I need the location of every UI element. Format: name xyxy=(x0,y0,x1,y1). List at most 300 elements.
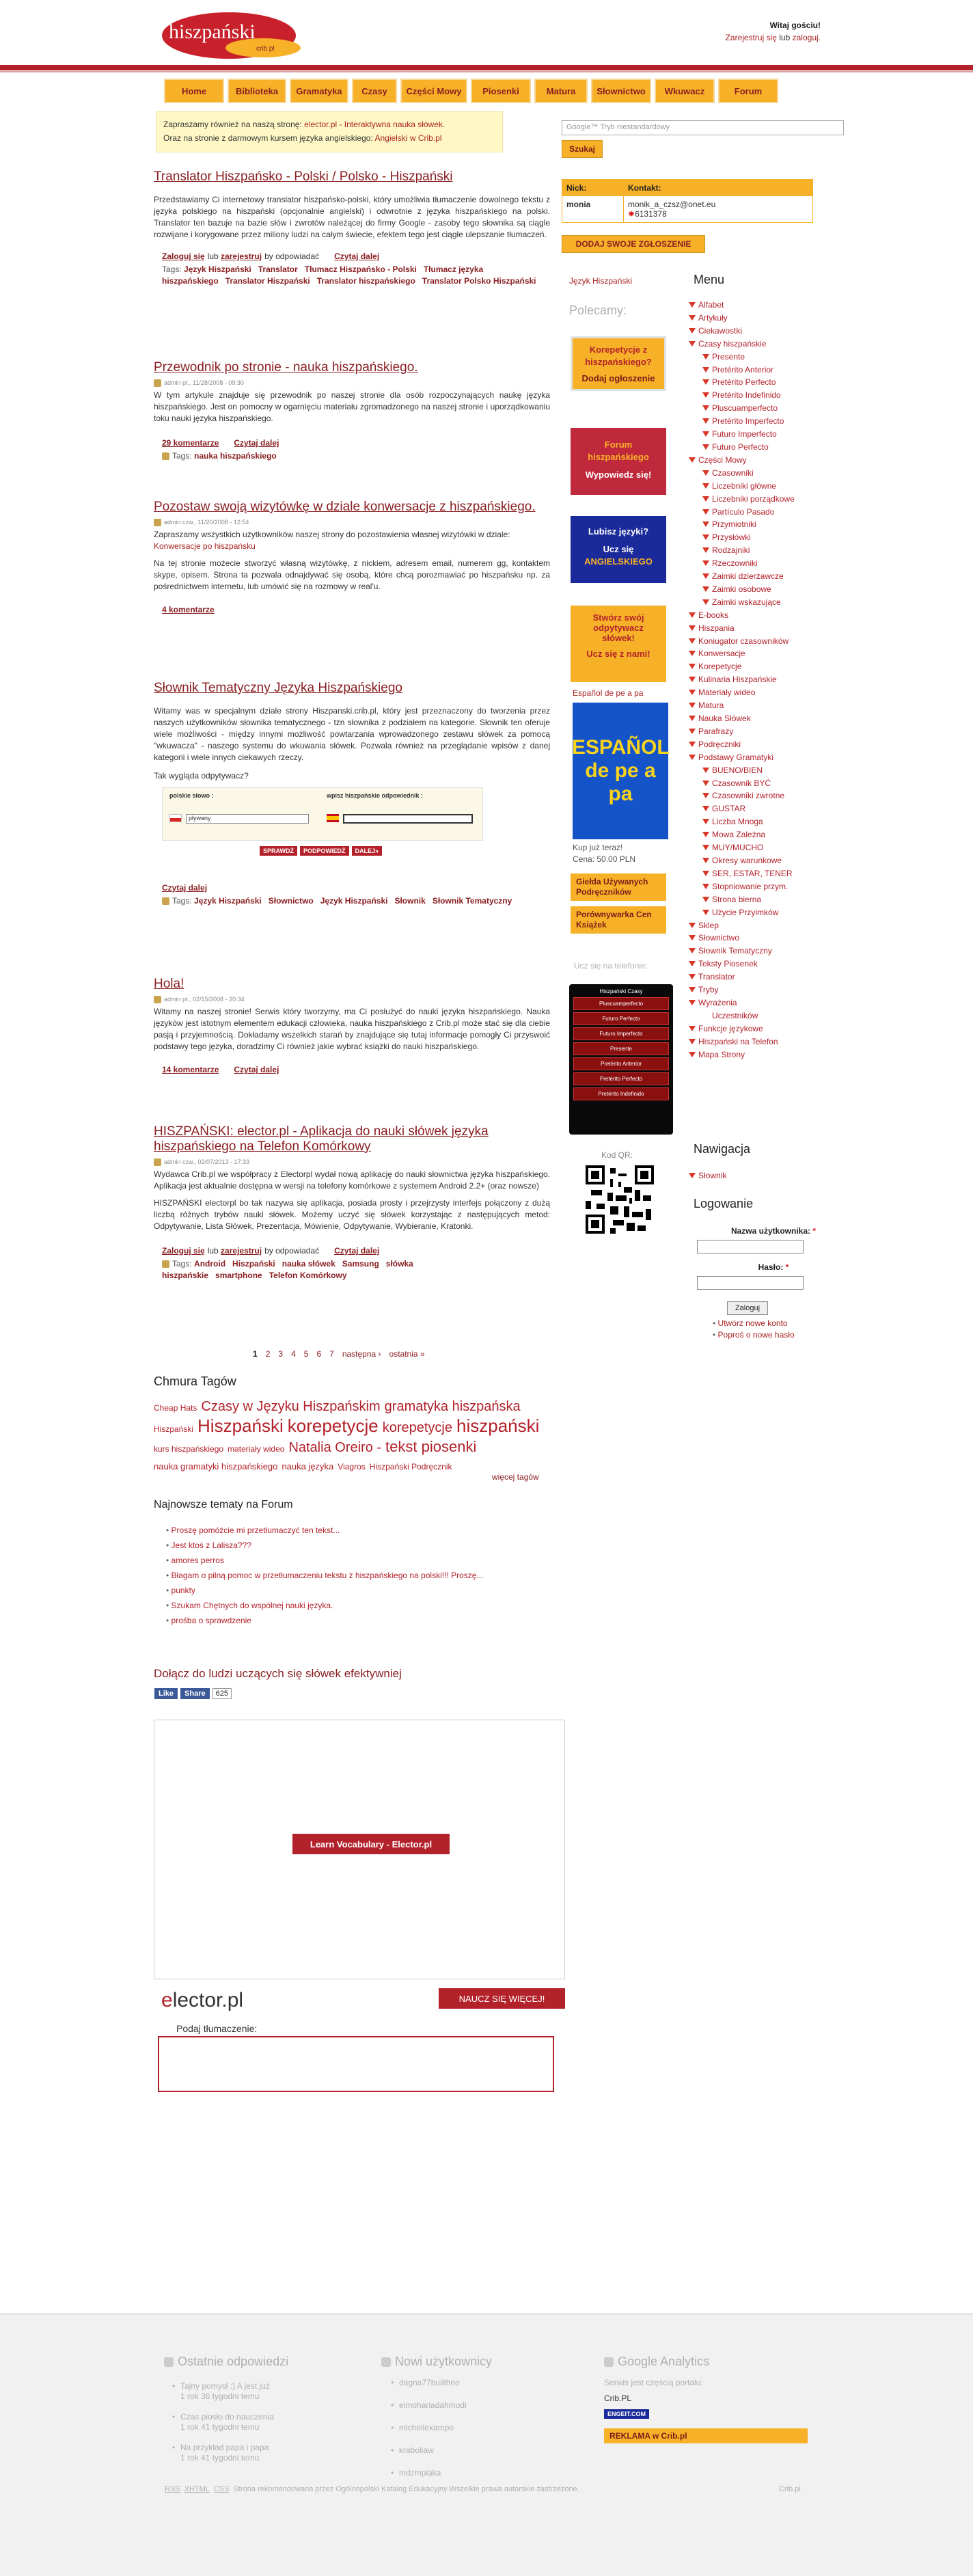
menu-item[interactable]: Nauka Słówek xyxy=(689,712,819,725)
password-input[interactable] xyxy=(697,1276,804,1290)
new-user-link[interactable]: mdzmplaka xyxy=(399,2468,441,2478)
menu-item[interactable]: Mowa Zależna xyxy=(689,828,819,841)
book-price: Cena: 50.00 PLN xyxy=(573,854,636,864)
cloud-tag[interactable]: kurs hiszpańskiego xyxy=(154,1444,224,1454)
password-label: Hasło: * xyxy=(758,1262,789,1272)
menu-item[interactable]: E-books xyxy=(689,609,819,622)
forum-item[interactable]: • Błagam o pilną pomoc w przetłumaczeniu tekstu z hiszpańskiego na polski!!! Proszę... xyxy=(166,1568,483,1583)
ad-angielski-text: Lubisz języki? xyxy=(588,526,649,537)
tag-icon xyxy=(162,452,169,460)
analytics-icon xyxy=(604,2357,614,2367)
footer-link-xhtml[interactable]: XHTML xyxy=(184,2485,210,2493)
menu-item[interactable]: Przymiotniki xyxy=(689,518,819,531)
register-link[interactable]: zarejestruj xyxy=(221,1246,262,1256)
ad-angielski[interactable] xyxy=(571,516,666,583)
side-menu xyxy=(689,299,819,1061)
tag-link[interactable]: Hiszpański xyxy=(232,1259,275,1269)
navigation-title: Nawigacja xyxy=(694,1142,751,1156)
page-link[interactable]: ostatnia » xyxy=(389,1349,425,1359)
phone-item: Pretérito Anterior xyxy=(573,1057,669,1070)
menu-item[interactable]: Słownictwo xyxy=(689,932,819,945)
menu-item[interactable]: Korepetycje xyxy=(689,660,819,673)
menu-item[interactable]: Czasowniki xyxy=(689,467,819,480)
menu-item[interactable]: GUSTAR xyxy=(689,802,819,815)
read-more-link[interactable]: Czytaj dalej xyxy=(162,883,208,893)
menu-item[interactable]: Liczba Mnoga xyxy=(689,815,819,828)
menu-item[interactable]: Funkcje językowe xyxy=(689,1022,819,1035)
porownywarka-button[interactable]: Porównywarka Cen Książek xyxy=(571,906,666,934)
menu-item[interactable]: Partículo Pasado xyxy=(689,506,819,519)
welcome-box xyxy=(726,19,821,44)
cloud-tag[interactable]: Natalia Oreiro - xyxy=(288,1440,382,1455)
cloud-tag[interactable]: hiszpański xyxy=(456,1415,540,1436)
phone-item: Futuro Perfecto xyxy=(573,1012,669,1025)
hint-button[interactable]: PODPOWIEDŹ xyxy=(300,846,349,856)
next-button[interactable]: DALEJ» xyxy=(352,846,383,856)
menu-item[interactable]: Parafrazy xyxy=(689,725,819,738)
search-button[interactable]: Szukaj xyxy=(562,140,603,158)
menu-item[interactable]: MUY/MUCHO xyxy=(689,841,819,854)
new-user-link[interactable]: dagna77builthno xyxy=(399,2378,460,2387)
menu-item[interactable]: Stopniowanie przym. xyxy=(689,880,819,893)
lub-text: lub xyxy=(207,252,219,261)
username-label: Nazwa użytkownika: * xyxy=(730,1226,817,1236)
promo-text-1: Zapraszamy również na naszą stronę: xyxy=(163,120,302,129)
tags-label: Tags: xyxy=(162,265,182,274)
post-translator xyxy=(154,170,550,287)
register-link[interactable]: zarejestruj xyxy=(221,252,262,261)
nick-value: monia xyxy=(562,196,624,222)
page-link[interactable]: następna › xyxy=(342,1349,381,1359)
nav-słownictwo[interactable]: Słownictwo xyxy=(591,79,651,103)
phone-header: Hiszpański Czasy xyxy=(599,988,643,994)
post-title[interactable]: Translator Hiszpańsko - Polski / Polsko - Hiszpański xyxy=(154,170,453,184)
tag-link[interactable]: nauka słówek xyxy=(282,1259,335,1269)
tag-link[interactable]: Translator Hiszpański xyxy=(225,276,310,286)
cloud-tag[interactable]: nauka języka xyxy=(282,1461,334,1472)
by-text: by odpowiadać xyxy=(264,1246,320,1256)
tag-link[interactable]: Tłumacz Hiszpańsko - Polski xyxy=(304,265,417,274)
tag-link[interactable]: Język Hiszpański xyxy=(184,265,251,274)
post-elector xyxy=(154,1124,550,1282)
tag-link[interactable]: Słownictwo xyxy=(268,896,314,906)
bullet-icon: • xyxy=(391,2400,394,2410)
menu-item[interactable]: Podręczniki xyxy=(689,738,819,751)
site-logo[interactable] xyxy=(161,7,314,62)
post-title[interactable]: Pozostaw swoją wizytówkę w dziale konwersacje z hiszpańskiego. xyxy=(154,500,536,514)
read-more-link[interactable]: Czytaj dalej xyxy=(334,252,380,261)
menu-item[interactable]: Zaimki wskazujące xyxy=(689,596,819,609)
post-slownik xyxy=(154,681,550,907)
menu-item[interactable]: Pretérito Anterior xyxy=(689,364,819,377)
welcome-lub: lub xyxy=(779,33,791,42)
bullet-icon: • xyxy=(172,2381,176,2391)
main-nav xyxy=(164,79,820,105)
menu-item[interactable]: Części Mowy xyxy=(689,454,819,467)
menu-item[interactable]: Futuro Perfecto xyxy=(689,441,819,454)
menu-item[interactable]: Strona bierna xyxy=(689,893,819,906)
menu-item[interactable]: Materiały wideo xyxy=(689,686,819,699)
bullet-icon: • xyxy=(391,2378,394,2387)
register-link[interactable]: Zarejestruj się xyxy=(725,33,777,42)
phone-app-image[interactable] xyxy=(569,984,673,1135)
post-meta: admin czw., 11/20/2008 - 12:54 xyxy=(164,519,249,526)
menu-item[interactable]: Futuro Imperfecto xyxy=(689,428,819,441)
page-link[interactable]: 6 xyxy=(316,1349,322,1359)
quiz-word: pływany xyxy=(186,814,309,824)
fb-like-button[interactable]: Like xyxy=(154,1688,178,1699)
header xyxy=(0,0,973,74)
tag-link[interactable]: Android xyxy=(194,1259,226,1269)
learn-vocabulary-button[interactable]: Learn Vocabulary - Elector.pl xyxy=(292,1834,450,1854)
bullet-icon: • xyxy=(391,2468,394,2478)
pl-flag-icon xyxy=(169,814,182,822)
create-account-link[interactable]: Utwórz nowe konto xyxy=(717,1318,788,1328)
menu-item[interactable]: Okresy warunkowe xyxy=(689,854,819,867)
fb-share-button[interactable]: Share xyxy=(180,1688,210,1699)
page-link[interactable]: 7 xyxy=(329,1349,334,1359)
cloud-tag[interactable]: gramatyka hiszpańska xyxy=(384,1399,521,1414)
quiz-screenshot xyxy=(162,787,483,841)
tag-link[interactable]: Samsung xyxy=(342,1259,379,1269)
phone-label: Ucz się na telefonie: xyxy=(574,961,648,971)
book-cover-image[interactable]: ESPAÑOL de pe a pa xyxy=(573,703,668,839)
by-text: by odpowiadać xyxy=(264,252,320,261)
post-wizytowka xyxy=(154,500,550,617)
konwersacje-link[interactable]: Konwersacje po hiszpańsku xyxy=(154,541,256,552)
post-body: Przedstawiamy Ci internetowy translator hiszpańsko-polski, który umożliwia tłumaczenie dowolnego tekstu z języka polskiego na hiszpański (opcjonalnie angielski) i odwrotnie z języka hiszpańskiego na polski. Translator ten bazuje na bazie słów i zwrotów należącej do firmy Google - zasoby tego słownika są ciągle rozwijane i korygowane przez miliony ludzi na całym świecie, efektem tego jest ciągłe ulepszanie tłumaczeń. xyxy=(154,195,550,239)
cloud-tag[interactable]: Hiszpański xyxy=(197,1415,284,1436)
post-title[interactable]: HISZPAŃSKI: elector.pl - Aplikacja do nauki słówek języka hiszpańskiego na Telefon Komórkowy xyxy=(154,1124,489,1154)
book-title[interactable]: Español de pe a pa xyxy=(573,688,644,698)
menu-title: Menu xyxy=(694,273,725,286)
menu-item[interactable]: Pretérito Indefinido xyxy=(689,389,819,402)
cloud-tag[interactable]: korepetycje xyxy=(287,1415,379,1436)
tag-icon xyxy=(162,897,169,905)
quiz-label-es: wpisz hiszpańskie odpowiednik : xyxy=(327,792,424,799)
recommended-title: Polecamy: xyxy=(569,303,627,317)
footer-text: Strona rekomendowana przez Ogólnopolski Katalog Edukacyjny Wszelkie prawa autorskie zastrzeżone. xyxy=(233,2485,579,2493)
nav-slownik-link[interactable] xyxy=(689,1171,726,1180)
footer-bottom xyxy=(165,2485,579,2493)
read-more-link[interactable]: Czytaj dalej xyxy=(234,1065,279,1075)
quiz-answer-input[interactable] xyxy=(343,814,473,824)
ad-korepetycje-cta: Dodaj ogłoszenie xyxy=(581,373,655,383)
forum-item[interactable]: • Szukam Chętnych do wspólnej nauki języka. xyxy=(166,1598,483,1613)
forum-item[interactable]: • prośba o sprawdzenie xyxy=(166,1613,483,1628)
pagination xyxy=(253,1349,433,1359)
cloud-tag[interactable]: Czasy w Języku Hiszpańskim xyxy=(201,1399,381,1414)
login-links xyxy=(713,1318,795,1341)
menu-item[interactable]: Konwersacje xyxy=(689,647,819,660)
tag-link[interactable]: Tłumacz języka hiszpańskiego xyxy=(162,265,484,286)
nav-home[interactable]: Home xyxy=(164,79,224,103)
ad-forum-cta: Wypowiedz się! xyxy=(585,470,652,480)
reply-time: 1 rok 36 tygodni temu xyxy=(180,2391,260,2401)
add-entry-button[interactable]: DODAJ SWOJE ZGŁOSZENIE xyxy=(562,235,705,253)
user-icon xyxy=(154,1158,161,1166)
menu-item[interactable]: Zaimki osobowe xyxy=(689,583,819,596)
cloud-tag[interactable]: Cheap Hats xyxy=(154,1403,197,1413)
phone-item: Pluscuamperfecto xyxy=(573,997,669,1010)
menu-item[interactable]: Pretérito Perfecto xyxy=(689,376,819,389)
lub-text: lub xyxy=(207,1246,219,1256)
tag-link[interactable]: Słownik Tematyczny xyxy=(432,896,512,906)
tag-link[interactable]: słówka hiszpańskie xyxy=(162,1259,413,1281)
forum-item[interactable]: • Jest ktoś z Lalisza??? xyxy=(166,1538,483,1553)
portal-text: Serwis jest częścią portalu: xyxy=(604,2378,703,2387)
cloud-tag[interactable]: korepetycje xyxy=(382,1420,452,1435)
menu-item[interactable]: Tryby xyxy=(689,984,819,996)
post-tags xyxy=(162,1258,550,1282)
cloud-tag[interactable]: materiały wideo xyxy=(228,1444,285,1454)
menu-item[interactable]: Teksty Piosenek xyxy=(689,958,819,971)
reset-password-link[interactable]: Poproś o nowe hasło xyxy=(717,1330,795,1340)
promo-box xyxy=(156,111,503,152)
phone-item: Pretérito Perfecto xyxy=(573,1072,669,1085)
cloud-tag[interactable]: Hiszpański Podręcznik xyxy=(369,1462,452,1472)
tag-link[interactable]: nauka hiszpańskiego xyxy=(194,451,277,461)
book-buy[interactable]: Kup już teraz! xyxy=(573,843,623,852)
gg-icon: ✸ xyxy=(628,209,635,219)
bullet-icon: • xyxy=(391,2423,394,2432)
menu-item[interactable]: Liczebniki główne xyxy=(689,480,819,493)
promo-text-2: Oraz na stronie z darmowym kursem języka angielskiego: xyxy=(163,133,373,143)
learn-more-button[interactable]: NAUCZ SIĘ WIĘCEJ! xyxy=(439,1988,565,2009)
qr-code-image xyxy=(586,1165,654,1234)
tags-label: Tags: xyxy=(172,1259,192,1269)
nick-header: Nick: xyxy=(562,180,624,196)
post-body-2: Na tej stronie możecie stworzyć własną wizytówkę, z nickiem, adresem email, numerem gg, kontaktem skype, opisem. Strona ta pozwala odnajdywać się osobą, które chcą porozmawiać po hiszpańsku np. za pośrednictwem internetu, lub umówić się na rozmowy w real'u. xyxy=(154,558,550,592)
bullet-icon: • xyxy=(391,2445,394,2455)
cloud-tag[interactable]: Hiszpański xyxy=(154,1424,194,1434)
join-title: Dołącz do ludzi uczących się słówek efektywniej xyxy=(154,1667,402,1680)
comments-link[interactable]: 29 komentarze xyxy=(162,438,219,448)
login-link[interactable]: zaloguj. xyxy=(792,33,821,42)
post-przewodnik xyxy=(154,360,550,462)
header-bar-line xyxy=(0,71,973,72)
tag-cloud xyxy=(154,1398,550,1476)
tag-link[interactable]: smartphone xyxy=(215,1271,262,1281)
comments-link[interactable]: 4 komentarze xyxy=(162,605,215,615)
contact-header: Kontakt: xyxy=(628,183,661,193)
nav-piosenki[interactable]: Piosenki xyxy=(471,79,531,103)
tags-label: Tags: xyxy=(172,896,192,906)
login-link[interactable]: Zaloguj się xyxy=(162,252,205,261)
page-link[interactable]: 5 xyxy=(303,1349,309,1359)
contact-gg: 6131378 xyxy=(635,209,667,219)
menu-item[interactable]: Alfabet xyxy=(689,299,819,312)
page-link[interactable]: 2 xyxy=(265,1349,271,1359)
ad-korepetycje[interactable] xyxy=(571,336,666,391)
nav-matura[interactable]: Matura xyxy=(534,79,588,103)
menu-item[interactable]: Pretérito Imperfecto xyxy=(689,415,819,428)
cloud-tag[interactable]: nauka gramatyki hiszpańskiego xyxy=(154,1461,278,1472)
menu-item[interactable]: Sklep xyxy=(689,919,819,932)
phone-item: Presente xyxy=(573,1042,669,1055)
gielda-button[interactable]: Giełda Używanych Podręczników xyxy=(571,873,666,901)
post-title[interactable]: Słownik Tematyczny Języka Hiszpańskiego xyxy=(154,681,402,695)
nav-czasy[interactable]: Czasy xyxy=(352,79,397,103)
mid-link-jezyk[interactable]: Język Hiszpański xyxy=(569,276,633,286)
header-bar xyxy=(0,65,973,70)
post-body-2: HISZPAŃSKI electorpl bo tak nazywa się aplikacja, posiada prosty i przejrzysty interfejs połączony z dużą liczbą różnych trybów nauki słówek. Możemy uczyć się słówek korzystając z następujących metod: Odpytywanie, Lista Słówek, Prezentacja, Mówienie, Odpytywanie, Wybieranie, Kratonki. xyxy=(154,1198,550,1232)
menu-item[interactable]: Użycie Przyimków xyxy=(689,906,819,919)
page-link[interactable]: 4 xyxy=(291,1349,296,1359)
footer-link-rss[interactable]: RSS xyxy=(165,2485,180,2493)
post-question: Tak wygląda odpytywacz? xyxy=(154,771,249,781)
footer xyxy=(0,2313,973,2576)
tag-icon xyxy=(162,1260,169,1268)
page-link[interactable]: 3 xyxy=(278,1349,284,1359)
post-body: Witamy na naszej stronie! Serwis który tworzymy, ma Ci posłużyć do nauki języka hiszpańskiego. Nauka języków jest istotnym elementem edukacji człowieka, nauka hiszpańskiego z Crib.pl może stać się dla ciebie pasją i przyjemnością. Dokładamy wszelkich starań by znajdujące się tutaj informacje pomogły Ci przyswoić podstawy tego języka, doradzimy Ci również jakie wybrać książki do nauki hiszpańskiego. xyxy=(154,1007,550,1052)
comment-icon xyxy=(164,2357,174,2367)
new-user-link[interactable]: kraboliaw xyxy=(399,2445,434,2455)
qr-code xyxy=(586,1165,654,1234)
facebook-buttons xyxy=(154,1688,232,1699)
tag-link[interactable]: Język Hiszpański xyxy=(320,896,388,906)
menu-item[interactable]: Rodzajniki xyxy=(689,544,819,557)
menu-item[interactable]: Liczebniki porządkowe xyxy=(689,493,819,506)
tag-link[interactable]: Translator hiszpańskiego xyxy=(316,276,415,286)
forum-item[interactable]: • Proszę pomóżcie mi przetłumaczyć ten tekst... xyxy=(166,1523,483,1538)
tag-link[interactable]: Telefon Komórkowy xyxy=(269,1271,347,1281)
tag-link[interactable]: Translator xyxy=(258,265,298,274)
tag-link[interactable]: Translator Polsko Hiszpański xyxy=(422,276,536,286)
engeit-badge[interactable]: ENGEIT.COM xyxy=(604,2409,649,2419)
reply-time: 1 rok 41 tygodni temu xyxy=(180,2453,260,2463)
read-more-link[interactable]: Czytaj dalej xyxy=(334,1246,380,1256)
post-body: Wydawca Crib.pl we współpracy z Electorpl wydał nową aplikację do nauki słownictwa języka hiszpańskiego. Aplikacja jest aktualnie dostępna w wersji na telefony komórkowe z systemem Android 2.2+ (oraz nowsze) xyxy=(154,1169,550,1191)
page-current: 1 xyxy=(253,1349,258,1359)
post-meta: admin pt., 11/28/2008 - 09:30 xyxy=(164,379,244,386)
cloud-tag[interactable]: Viagros xyxy=(338,1462,366,1472)
crib-link[interactable]: Crib.PL xyxy=(604,2394,632,2403)
phone-item: Pretérito Indefinido xyxy=(573,1087,669,1100)
reply-title[interactable]: Na przykład papa i papa xyxy=(180,2443,269,2452)
user-icon xyxy=(154,379,161,387)
post-body: Zapraszamy wszystkich użytkowników naszej strony do pozostawienia własnej wizytówki w dziale: xyxy=(154,530,510,540)
tags-label: Tags: xyxy=(172,451,192,461)
footer-col-analytics-title: Google Analytics xyxy=(604,2355,709,2369)
post-tags xyxy=(162,264,550,287)
ad-forum[interactable] xyxy=(571,428,666,495)
reklama-button[interactable]: REKLAMA w Crib.pl xyxy=(604,2428,808,2443)
menu-item[interactable]: Presente xyxy=(689,351,819,364)
user-icon xyxy=(154,519,161,526)
ad-forum-text: Forum hiszpańskiego xyxy=(588,439,649,462)
logo-sub: crib.pl xyxy=(256,45,275,53)
comments-link[interactable]: 14 komentarze xyxy=(162,1065,219,1075)
nav-slownik-label: Słownik xyxy=(698,1171,727,1180)
promo-link-angielski[interactable]: Angielski w Crib.pl xyxy=(374,133,442,143)
menu-item[interactable]: Zaimki dzierżawcze xyxy=(689,570,819,583)
menu-item[interactable]: Artykuły xyxy=(689,312,819,325)
tag-link[interactable]: Język Hiszpański xyxy=(194,896,262,906)
menu-item[interactable]: Wyrażenia xyxy=(689,996,819,1009)
cloud-tag[interactable]: tekst piosenki xyxy=(385,1438,477,1455)
menu-item[interactable]: Czasy hiszpańskie xyxy=(689,338,819,351)
menu-item[interactable]: BUENO/BIEN xyxy=(689,764,819,777)
nav-części-mowy[interactable]: Części Mowy xyxy=(400,79,467,103)
reply-title[interactable]: Czas piosło do nauczenia xyxy=(180,2412,274,2422)
menu-item[interactable]: Koniugator czasowników xyxy=(689,635,819,648)
reply-title[interactable]: Tajny pomysł :) A jest już xyxy=(180,2381,270,2391)
post-title[interactable]: Hola! xyxy=(154,977,184,991)
bullet-icon: • xyxy=(172,2412,176,2422)
menu-item[interactable]: Uczestników xyxy=(712,1010,758,1020)
post-title[interactable]: Przewodnik po stronie - nauka hiszpańskiego. xyxy=(154,360,418,375)
forum-title: Najnowsze tematy na Forum xyxy=(154,1499,293,1510)
menu-item[interactable]: Pluscuamperfecto xyxy=(689,402,819,415)
promo-link-elector[interactable]: elector.pl - Interaktywna nauka słówek. xyxy=(304,120,446,129)
footer-crib-link[interactable]: Crib.pl xyxy=(779,2485,801,2493)
ad-korepetycje-text: Korepetycje z hiszpańskiego? xyxy=(585,344,652,367)
menu-item[interactable]: Rzeczowniki xyxy=(689,557,819,570)
more-tags-link[interactable]: więcej tagów xyxy=(492,1472,539,1482)
check-button[interactable]: SPRAWDŹ xyxy=(260,846,297,856)
ad-odpytywacz-text: Stwórz swój odpytywacz słówek! xyxy=(592,612,644,643)
new-user-link[interactable]: michellexampo xyxy=(399,2423,454,2432)
translation-input[interactable] xyxy=(158,2036,554,2092)
forum-item[interactable]: • amores perros xyxy=(166,1553,483,1568)
menu-item[interactable]: Kulinaria Hiszpańskie xyxy=(689,673,819,686)
menu-item[interactable]: Czasowniki zwrotne xyxy=(689,789,819,802)
search-input[interactable]: Google™ Tryb niestandardowy xyxy=(562,120,844,135)
nav-wkuwacz[interactable]: Wkuwacz xyxy=(655,79,715,103)
new-user-link[interactable]: elmohariadahmodi xyxy=(399,2400,467,2410)
nav-gramatyka[interactable]: Gramatyka xyxy=(290,79,348,103)
menu-item[interactable]: Słownik Tematyczny xyxy=(689,945,819,958)
menu-item[interactable]: Czasownik BYĆ xyxy=(689,777,819,790)
nav-forum[interactable]: Forum xyxy=(718,79,778,103)
post-tags xyxy=(162,895,550,907)
menu-item[interactable]: Hiszpania xyxy=(689,622,819,635)
menu-item[interactable]: SER, ESTAR, TENER xyxy=(689,867,819,880)
read-more-link[interactable]: Czytaj dalej xyxy=(234,438,279,448)
username-input[interactable] xyxy=(697,1240,804,1253)
quiz-label-pl: polskie słowo : xyxy=(169,792,214,799)
post-meta: admin czw., 02/07/2013 - 17:33 xyxy=(164,1158,250,1165)
login-link[interactable]: Zaloguj się xyxy=(162,1246,205,1256)
tag-link[interactable]: Słownik xyxy=(394,896,426,906)
post-hola xyxy=(154,977,550,1077)
users-icon xyxy=(381,2357,391,2367)
menu-item[interactable]: Ciekawostki xyxy=(689,325,819,338)
login-button[interactable]: Zaloguj xyxy=(727,1301,768,1315)
nav-biblioteka[interactable]: Biblioteka xyxy=(228,79,286,103)
menu-item[interactable]: Matura xyxy=(689,699,819,712)
elector-logo[interactable] xyxy=(161,1989,243,2012)
forum-list xyxy=(166,1523,483,1628)
footer-link-css[interactable]: CSS xyxy=(213,2485,230,2493)
reply-time: 1 rok 41 tygodni temu xyxy=(180,2422,260,2432)
fb-count: 625 xyxy=(213,1688,232,1699)
qr-label: Kod QR: xyxy=(601,1150,633,1160)
menu-item[interactable]: Przysłówki xyxy=(689,531,819,544)
forum-item[interactable]: • punkty xyxy=(166,1583,483,1598)
ad-odpytywacz[interactable] xyxy=(571,606,666,682)
menu-item[interactable]: Hiszpański na Telefon xyxy=(689,1035,819,1048)
ad-angielski-lang: ANGIELSKIEGO xyxy=(584,556,653,567)
phone-items xyxy=(573,997,669,1100)
phone-item: Futuro Imperfecto xyxy=(573,1027,669,1040)
menu-item[interactable]: Podstawy Gramatyki xyxy=(689,751,819,764)
menu-item[interactable]: Mapa Strony xyxy=(689,1048,819,1061)
menu-item[interactable]: Translator xyxy=(689,971,819,984)
logo-text: hiszpański xyxy=(169,21,256,43)
es-flag-icon xyxy=(327,814,339,822)
